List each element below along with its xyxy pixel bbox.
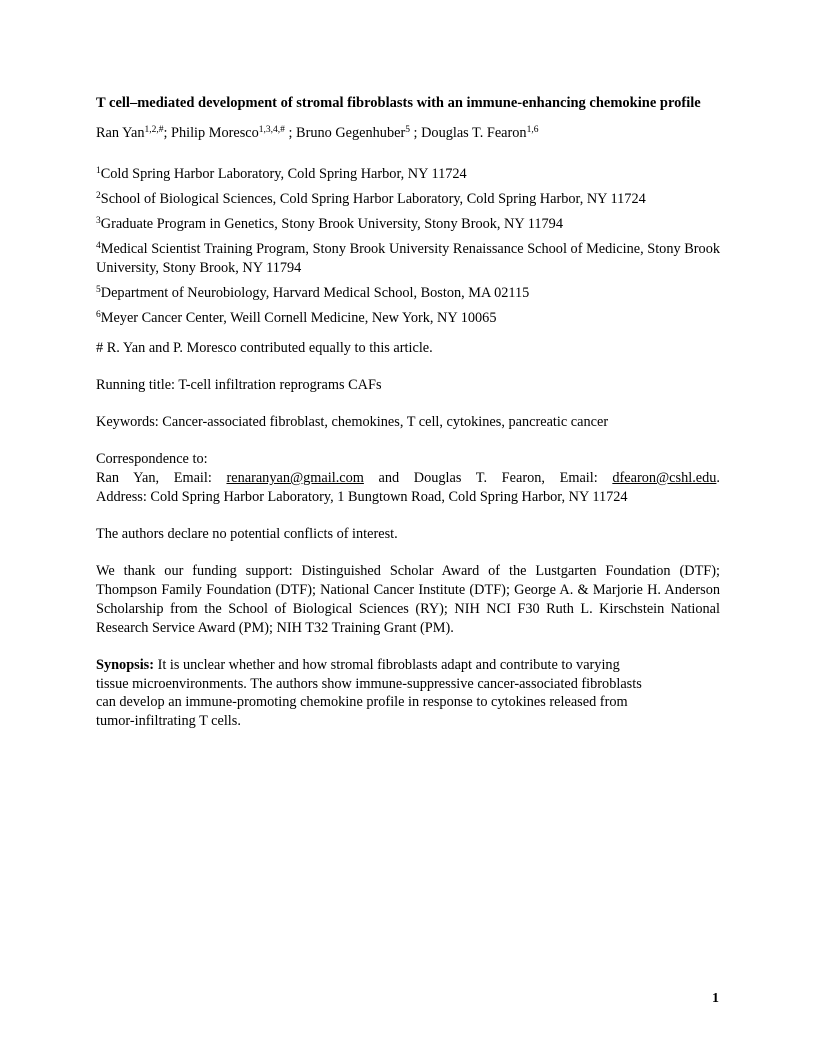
affiliation <box>96 190 720 209</box>
running-title: Running title: T-cell infiltration reprograms CAFs <box>96 377 382 393</box>
synopsis-line: tissue microenvironments. The authors show immune-suppressive cancer-associated fibroblasts <box>96 675 642 692</box>
affiliation-number: 6 <box>96 310 101 320</box>
correspondence-line <box>96 469 720 488</box>
affiliation <box>96 284 720 303</box>
synopsis-line: tumor-infiltrating T cells. <box>96 712 241 729</box>
email-link-yan[interactable]: renaranyan@gmail.com <box>226 470 364 486</box>
affiliation-text: Cold Spring Harbor Laboratory, Cold Spring Harbor, NY 11724 <box>100 166 467 182</box>
affiliation-text: School of Biological Sciences, Cold Spring Harbor Laboratory, Cold Spring Harbor, NY 11724 <box>100 191 646 207</box>
equal-contribution-note: # R. Yan and P. Moresco contributed equally to this article. <box>96 340 433 356</box>
affiliation <box>96 165 720 184</box>
affiliation-number: 5 <box>96 285 101 295</box>
affiliation-number: 3 <box>96 216 101 226</box>
affiliation-number: 2 <box>96 191 101 201</box>
author-affiliation-marks: 1,2,# <box>144 125 164 135</box>
correspondence-end: . <box>716 470 720 486</box>
author <box>96 125 171 141</box>
synopsis-label: Synopsis: <box>96 657 155 673</box>
affiliation-list <box>96 165 720 328</box>
correspondence-block <box>96 450 720 507</box>
author-affiliation-marks: 1,3,4,# <box>258 125 285 135</box>
correspondence-prefix: Ran Yan, Email: <box>96 470 227 486</box>
affiliation <box>96 215 720 234</box>
affiliation <box>96 240 720 278</box>
keywords: Keywords: Cancer-associated fibroblast, chemokines, T cell, cytokines, pancreatic cancer <box>96 414 609 430</box>
author-affiliation-marks: 1,6 <box>526 125 539 135</box>
page-number: 1 <box>712 991 719 1006</box>
author-name: Bruno Gegenhuber <box>296 125 406 141</box>
paper-page <box>96 94 720 730</box>
conflict-statement: The authors declare no potential conflicts of interest. <box>96 526 398 542</box>
correspondence-address: Address: Cold Spring Harbor Laboratory, 1 Bungtown Road, Cold Spring Harbor, NY 11724 <box>96 489 628 505</box>
synopsis-line: It is unclear whether and how stromal fibroblasts adapt and contribute to varying <box>154 657 620 673</box>
paper-title: T cell–mediated development of stromal fibroblasts with an immune-enhancing chemokine profile <box>96 95 701 111</box>
author-name: Ran Yan <box>96 125 145 141</box>
affiliation-number: 4 <box>96 241 101 251</box>
author-list <box>96 124 720 143</box>
author <box>171 125 296 141</box>
affiliation-text: Department of Neurobiology, Harvard Medical School, Boston, MA 02115 <box>100 285 530 301</box>
author-name: Douglas T. Fearon <box>421 125 527 141</box>
affiliation <box>96 309 720 328</box>
author-name: Philip Moresco <box>171 125 259 141</box>
author-separator: ; <box>284 125 297 141</box>
affiliation-text: Medical Scientist Training Program, Stony Brook University Renaissance School of Medicine, Stony Brook University, Stony Brook, NY 11794 <box>96 241 720 276</box>
synopsis <box>96 656 720 730</box>
author <box>421 125 538 141</box>
affiliation-text: Meyer Cancer Center, Weill Cornell Medicine, New York, NY 10065 <box>100 310 497 326</box>
affiliation-number: 1 <box>96 166 101 176</box>
author-separator: ; <box>163 125 172 141</box>
funding-statement: We thank our funding support: Distinguished Scholar Award of the Lustgarten Foundation (DTF); Thompson Family Foundation (DTF); National Cancer Institute (DTF); George A. & Marjorie H. Anderson Scholarship from the School of Biological Sciences (RY); NIH NCI F30 Ruth L. Kirschstein National Research Service Award (PM); NIH T32 Training Grant (PM). <box>96 563 720 636</box>
synopsis-line: can develop an immune-promoting chemokine profile in response to cytokines released from <box>96 694 628 710</box>
author <box>296 125 421 141</box>
email-link-fearon[interactable]: dfearon@cshl.edu <box>612 470 717 486</box>
affiliation-text: Graduate Program in Genetics, Stony Brook University, Stony Brook, NY 11794 <box>100 216 563 232</box>
author-affiliation-marks: 5 <box>405 125 410 135</box>
author-separator: ; <box>409 125 422 141</box>
correspondence-middle: and Douglas T. Fearon, Email: <box>363 470 613 486</box>
correspondence-heading: Correspondence to: <box>96 451 208 467</box>
